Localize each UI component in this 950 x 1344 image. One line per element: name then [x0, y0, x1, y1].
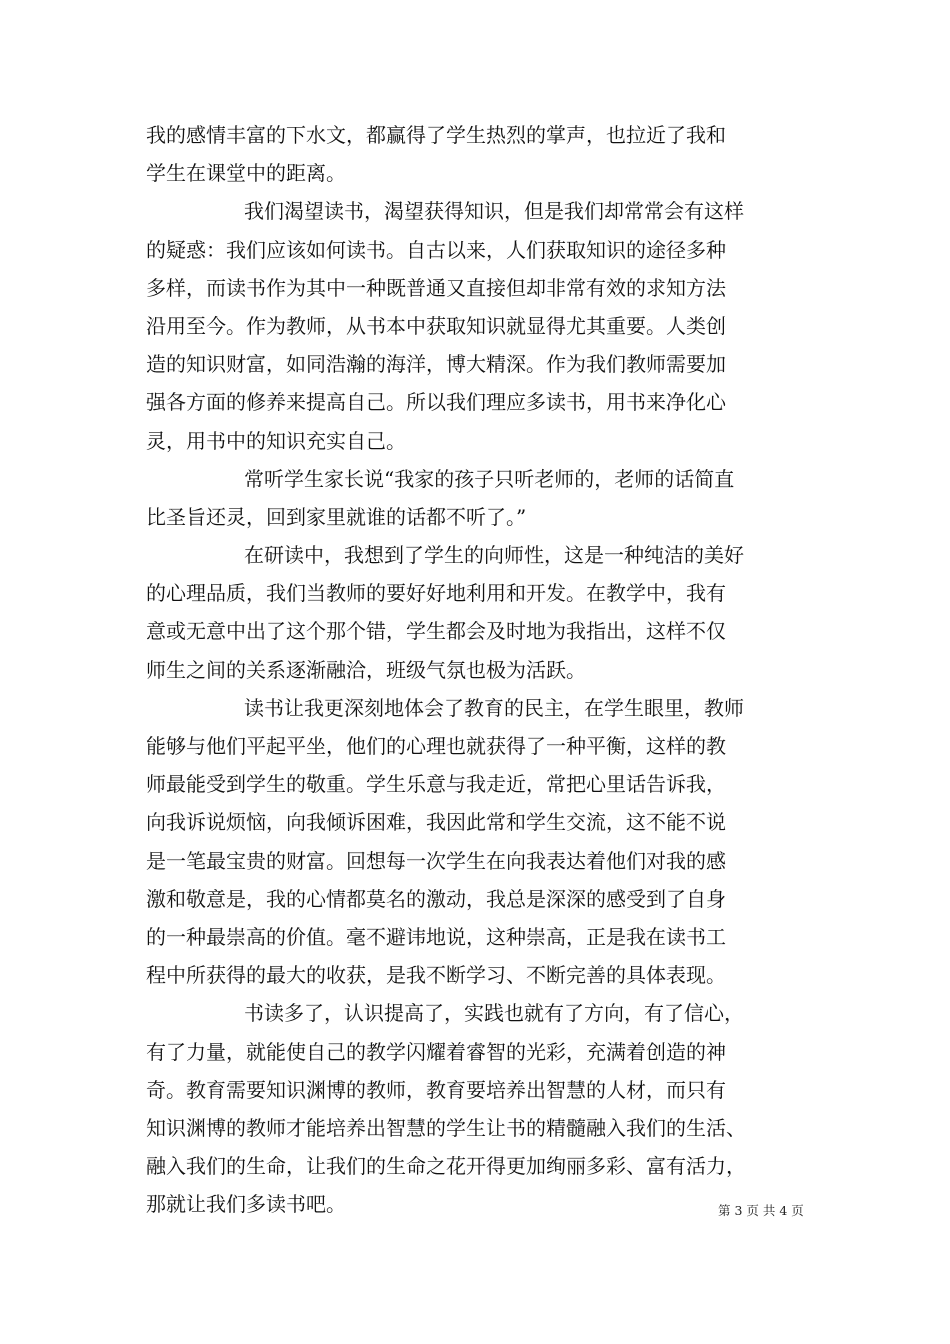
text-line: 的心理品质，我们当教师的要好好地利用和开发。在教学中，我有 [146, 581, 726, 606]
text-line: 意或无意中出了这个那个错，学生都会及时地为我指出，这样不仅 [146, 619, 726, 644]
article-body [146, 116, 806, 1223]
paragraph-first-line: 在研读中，我想到了学生的向师性，这是一种纯洁的美好 [244, 543, 744, 568]
paragraph-first-line: 读书让我更深刻地体会了教育的民主，在学生眼里，教师 [244, 695, 744, 720]
text-line: 奇。教育需要知识渊博的教师，教育要培养出智慧的人材，而只有 [146, 1077, 726, 1102]
text-line: 沿用至今。作为教师，从书本中获取知识就显得尤其重要。人类创 [146, 313, 726, 338]
text-line: 多样，而读书作为其中一种既普通又直接但却非常有效的求知方法 [146, 275, 726, 300]
text-line: 激和敬意是，我的心情都莫名的激动，我总是深深的感受到了自身 [146, 886, 726, 911]
text-line: 强各方面的修养来提高自己。所以我们理应多读书，用书来净化心 [146, 390, 726, 415]
text-line: 师生之间的关系逐渐融洽，班级气氛也极为活跃。 [146, 657, 586, 682]
page-number: 第 3 页 共 4 页 [718, 1203, 804, 1218]
text-line: 是一笔最宝贵的财富。回想每一次学生在向我表达着他们对我的感 [146, 848, 726, 873]
text-line: 有了力量，就能使自己的教学闪耀着睿智的光彩，充满着创造的神 [146, 1039, 726, 1064]
text-line: 知识渊博的教师才能培养出智慧的学生让书的精髓融入我们的生活、 [146, 1115, 746, 1140]
text-line: 的一种最崇高的价值。毫不避讳地说，这种崇高，正是我在读书工 [146, 924, 726, 949]
text-line: 那就让我们多读书吧。 [146, 1192, 346, 1217]
text-line: 能够与他们平起平坐，他们的心理也就获得了一种平衡，这样的教 [146, 734, 726, 758]
text-line: 融入我们的生命，让我们的生命之花开得更加绚丽多彩、富有活力， [146, 1154, 746, 1179]
paragraph-first-line: 我们渴望读书，渴望获得知识，但是我们却常常会有这样 [244, 199, 744, 224]
text-line: 灵，用书中的知识充实自己。 [146, 428, 406, 453]
text-line: 比圣旨还灵，回到家里就谁的话都不听了。” [146, 504, 527, 529]
text-line: 学生在课堂中的距离。 [146, 161, 346, 186]
text-line: 程中所获得的最大的收获，是我不断学习、不断完善的具体表现。 [146, 963, 726, 988]
text-line: 我的感情丰富的下水文，都赢得了学生热烈的掌声，也拉近了我和 [146, 123, 726, 147]
paragraph-first-line: 书读多了，认识提高了，实践也就有了方向，有了信心， [244, 1001, 744, 1026]
text-line: 向我诉说烦恼，向我倾诉困难，我因此常和学生交流，这不能不说 [146, 810, 726, 835]
paragraph-first-line: 常听学生家长说“我家的孩子只听老师的，老师的话简直 [244, 466, 735, 491]
text-line: 造的知识财富，如同浩瀚的海洋，博大精深。作为我们教师需要加 [146, 352, 726, 377]
text-line: 师最能受到学生的敬重。学生乐意与我走近，常把心里话告诉我， [146, 772, 726, 797]
text-line: 的疑惑：我们应该如何读书。自古以来，人们获取知识的途径多种 [146, 237, 726, 262]
